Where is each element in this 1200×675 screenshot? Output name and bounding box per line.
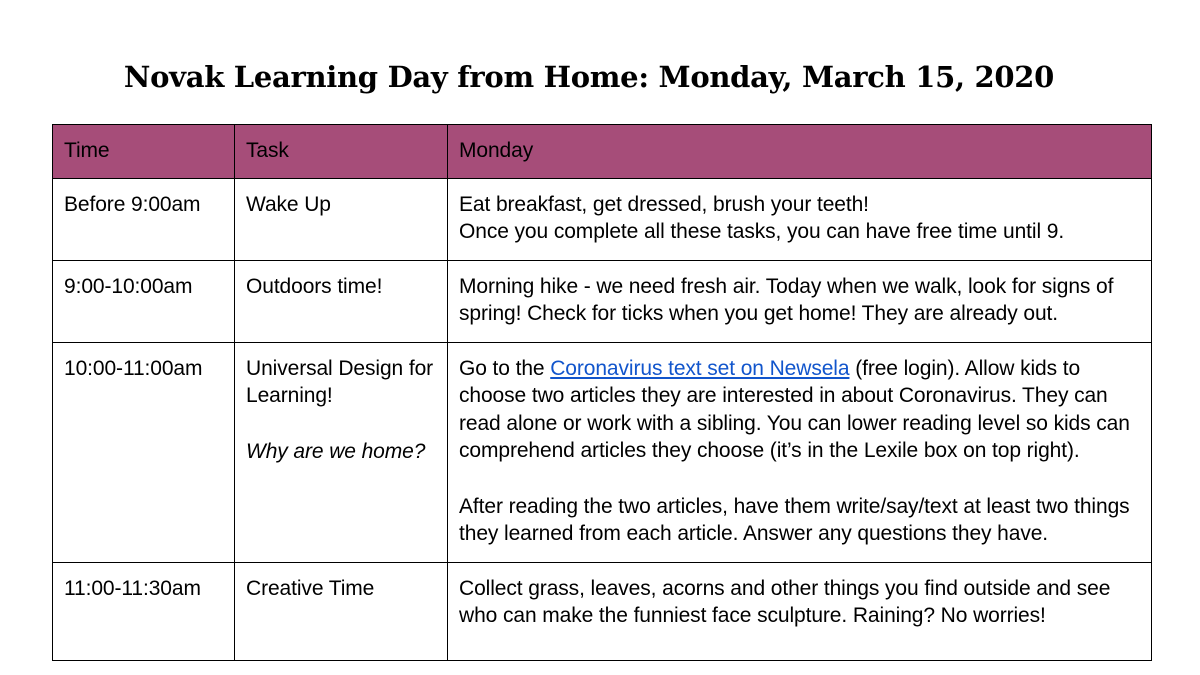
table-row	[53, 562, 1152, 660]
task-cell: Creative Time	[235, 562, 448, 660]
task-cell: Wake Up	[235, 178, 448, 260]
activity-cell: Collect grass, leaves, acorns and other things you find outside and see who can make the funniest face sculpture. Raining? No worries!	[448, 562, 1152, 660]
table-header-row	[53, 125, 1152, 179]
page-title: Novak Learning Day from Home: Monday, March 15, 2020	[123, 60, 1055, 94]
activity-cell	[448, 342, 1152, 562]
task-cell	[235, 342, 448, 562]
schedule-table	[52, 124, 1152, 661]
activity-text: After reading the two articles, have them write/say/text at least two things they learned from each article. Answer any questions they have.	[459, 494, 1130, 545]
time-cell: Before 9:00am	[53, 178, 235, 260]
activity-cell	[448, 178, 1152, 260]
time-cell: 9:00-10:00am	[53, 260, 235, 342]
task-text: Universal Design for Learning!	[246, 356, 434, 407]
column-header-task: Task	[235, 125, 448, 179]
table-row	[53, 342, 1152, 562]
activity-text: Once you complete all these tasks, you can have free time until 9.	[459, 220, 1065, 243]
column-header-day: Monday	[448, 125, 1152, 179]
paragraph-spacer	[459, 465, 1140, 493]
activity-text-prefix: Go to the	[459, 356, 551, 380]
time-cell: 11:00-11:30am	[53, 562, 235, 660]
time-cell: 10:00-11:00am	[53, 342, 235, 562]
paragraph-spacer	[246, 410, 436, 438]
activity-text	[459, 357, 1130, 463]
activity-cell: Morning hike - we need fresh air. Today when we walk, look for signs of spring! Check for ticks when you get home! They are already out.	[448, 260, 1152, 342]
activity-text-suffix: (free login). Allow kids to choose two articles they are interested in about Coronavirus. They can read alone or work with a sibling. You can lower reading level so kids can comprehend articles they choose (it’s in the Lexile box on top right).	[459, 356, 1130, 462]
newsela-link[interactable]: Coronavirus text set on Newsela	[550, 356, 850, 380]
task-note: Why are we home?	[246, 439, 426, 463]
table-row	[53, 260, 1152, 342]
task-cell: Outdoors time!	[235, 260, 448, 342]
column-header-time: Time	[53, 125, 235, 179]
activity-text: Eat breakfast, get dressed, brush your teeth!	[459, 192, 869, 216]
table-row	[53, 178, 1152, 260]
